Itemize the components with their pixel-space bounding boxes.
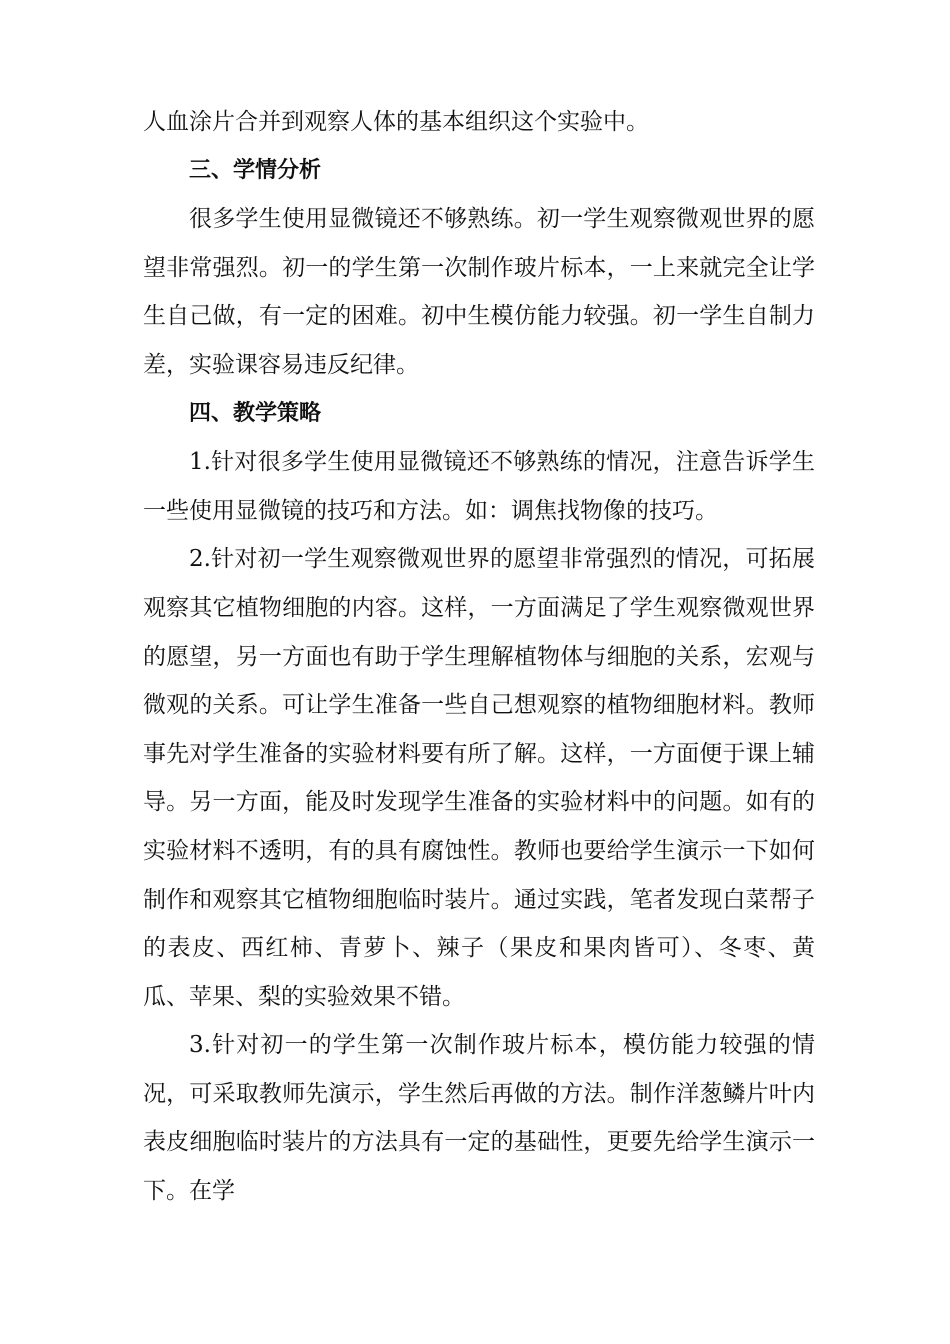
section-heading-teaching-strategy: 四、教学策略 (189, 400, 322, 426)
paragraph-strategy-2: 2.针对初一学生观察微观世界的愿望非常强烈的情况，可拓展观察其它植物细胞的内容。这样，一方面满足了学生观察微观世界的愿望，另一方面也有助于学生理解植物体与细胞的关系，宏观与微观的关系。可让学生准备一些自己想观察的植物细胞材料。教师事先对学生准备的实验材料要有所了解。这样，一方面便于课上辅导。另一方面，能及时发现学生准备的实验材料中的问题。如有的实验材料不透明，有的具有腐蚀性。教师也要给学生演示一下如何制作和观察其它植物细胞临时装片。通过实践，笔者发现白菜帮子的表皮、西红柿、青萝卜、辣子（果皮和果肉皆可）、冬枣、黄瓜、苹果、梨的实验效果不错。 (143, 546, 815, 1010)
paragraph-learning-analysis: 很多学生使用显微镜还不够熟练。初一学生观察微观世界的愿望非常强烈。初一的学生第一次制作玻片标本，一上来就完全让学生自己做，有一定的困难。初中生模仿能力较强。初一学生自制力差，实验课容易违反纪律。 (143, 206, 815, 378)
paragraph-strategy-1: 1.针对很多学生使用显微镜还不够熟练的情况，注意告诉学生一些使用显微镜的技巧和方法。如：调焦找物像的技巧。 (143, 449, 815, 524)
paragraph-continuation: 人血涂片合并到观察人体的基本组织这个实验中。 (143, 109, 649, 135)
section-heading-learning-analysis: 三、学情分析 (189, 157, 322, 183)
document-body (143, 98, 815, 1216)
paragraph-strategy-3: 3.针对初一的学生第一次制作玻片标本，模仿能力较强的情况，可采取教师先演示，学生然后再做的方法。制作洋葱鳞片叶内表皮细胞临时装片的方法具有一定的基础性，更要先给学生演示一下。在学 (143, 1032, 815, 1205)
